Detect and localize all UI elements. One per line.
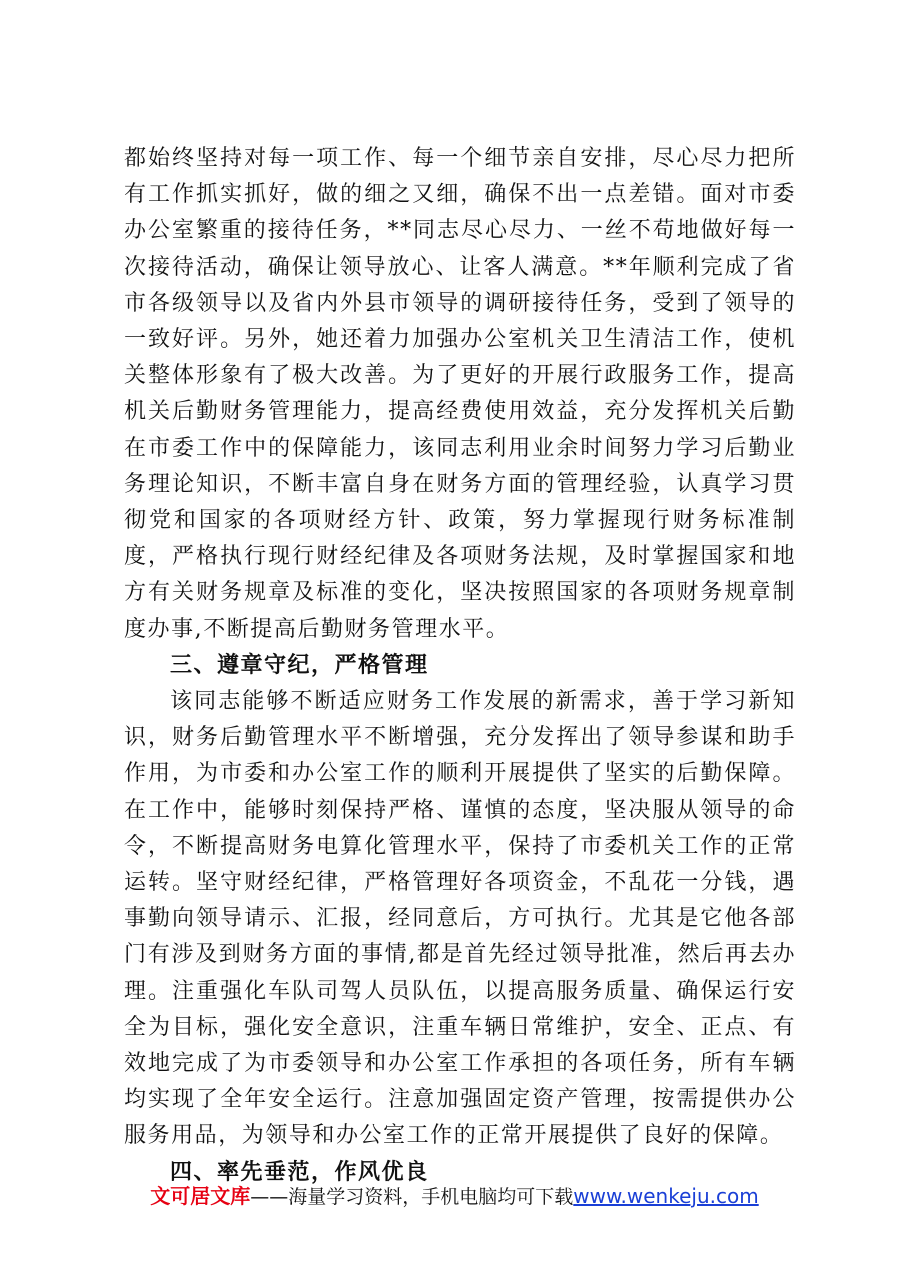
footer-banner xyxy=(0,1181,909,1212)
document-body xyxy=(124,141,796,1191)
section-heading-3: 三、遵章守纪，严格管理 xyxy=(170,652,429,678)
footer-url-link[interactable]: www.wenkeju.com xyxy=(573,1184,759,1208)
footer-tagline: ——海量学习资料，手机电脑均可下载 xyxy=(250,1186,574,1208)
body-paragraph-continued: 都始终坚持对每一项工作、每一个细节亲自安排，尽心尽力把所有工作抓实抓好，做的细之又细，确保不出一点差错。面对市委办公室繁重的接待任务，**同志尽心尽力、一丝不苟地做好每一次接待活动，确保让领导放心、让客人满意。**年顺利完成了省市各级领导以及省内外县市领导的调研接待任务，受到了领导的一致好评。另外，她还着力加强办公室机关卫生清洁工作，使机关整体形象有了极大改善。为了更好的开展行政服务工作，提高机关后勤财务管理能力，提高经费使用效益，充分发挥机关后勤在市委工作中的保障能力，该同志利用业余时间努力学习后勤业务理论知识，不断丰富自身在财务方面的管理经验，认真学习贯彻党和国家的各项财经方针、政策，努力掌握现行财务标准制度，严格执行现行财经纪律及各项财务法规，及时掌握国家和地方有关财务规章及标准的变化，坚决按照国家的各项财务规章制度办事,不断提高后勤财务管理水平。 xyxy=(124,146,796,642)
section-heading-4: 四、率先垂范，作风优良 xyxy=(170,1159,429,1185)
footer-brand: 文可居文库 xyxy=(150,1184,251,1208)
body-paragraph: 该同志能够不断适应财务工作发展的新需求，善于学习新知识，财务后勤管理水平不断增强，充分发挥出了领导参谋和助手作用，为市委和办公室工作的顺利开展提供了坚实的后勤保障。在工作中，能够时刻保持严格、谨慎的态度，坚决服从领导的命令，不断提高财务电算化管理水平，保持了市委机关工作的正常运转。坚守财经纪律，严格管理好各项资金，不乱花一分钱，遇事勤向领导请示、汇报，经同意后，方可执行。尤其是它他各部门有涉及到财务方面的事情,都是首先经过领导批准，然后再去办理。注重强化车队司驾人员队伍，以提高服务质量、确保运行安全为目标，强化安全意识，注重车辆日常维护，安全、正点、有效地完成了为市委领导和办公室工作承担的各项任务，所有车辆均实现了全年安全运行。注意加强固定资产管理，按需提供办公服务用品，为领导和办公室工作的正常开展提供了良好的保障。 xyxy=(124,689,796,1149)
